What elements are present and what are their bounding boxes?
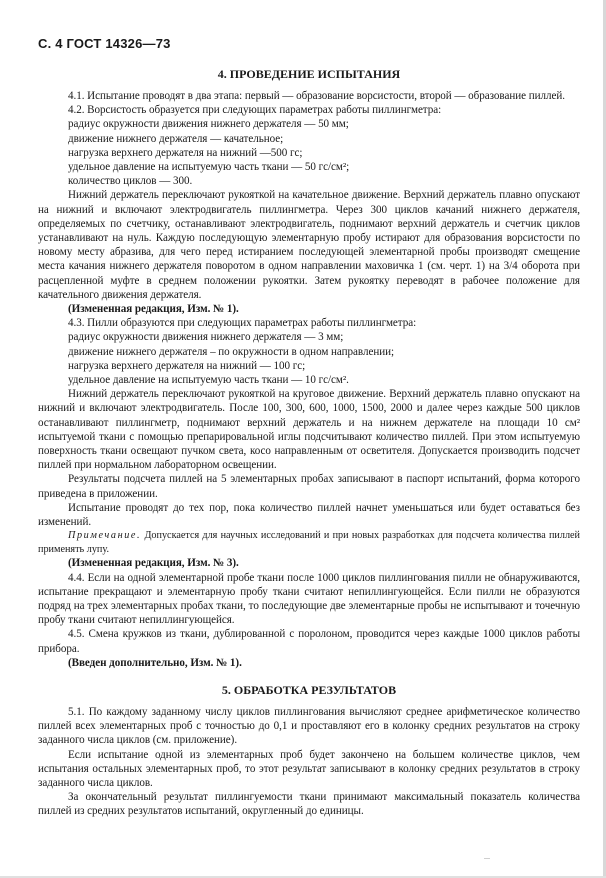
paragraph-procedure-2: Нижний держатель переключают рукояткой на круговое движение. Верхний держатель плавно опускают на нижний и включают электродвигатель. После 100, 300, 600, 1000, 1500, 2000 и далее через каждые 500 циклов останавливают пиллингметр, поднимают верхний держатель и на нижнем держателе на площади 10 см² испытуемой ткани с помощью препарировальной иглы подсчитывают количество пиллей. При этом испытуемую поверхность ткани освещают пучком света, косо направленным от осветителя. Допускается производить подсчет пиллей при нормальном лабораторном освещении. [38, 388, 580, 472]
paragraph-5-3: За окончательный результат пиллингуемости ткани принимают максимальный показатель количества пиллей из средних результатов испытаний, округленный до единицы. [38, 791, 580, 818]
parameters-list-pills [38, 330, 580, 387]
edit-note-3: (Измененная редакция, Изм. № 3). [68, 557, 239, 570]
parameter-item: движение нижнего держателя — качательное; [68, 132, 284, 145]
paragraph-procedure-1: Нижний держатель переключают рукояткой на качательное движение. Верхний держатель плавно опускают на нижний и включают электродвигатель пиллингметра. Через 300 циклов качаний нижнего держателя, определяемых по счетчику, останавливают электродвигатель, поднимают верхний держатель и счетчик циклов устанавливают на нуль. Каждую последующую элементарную пробу истирают для образования ворсистости по новому месту абразива, для чего перед истиранием последующей элементарной пробы производят смещение места качания нижнего держателя поворотом в одном направлении маховичка 1 (см. черт. 1) на 3/4 оборота при расцепленной муфте в среднем положении рукоятки. Затем рукоятку переводят в рабочее положение для качательного движения держателя. [38, 189, 580, 301]
section-5-title: 5. ОБРАБОТКА РЕЗУЛЬТАТОВ [221, 682, 397, 697]
parameter-item: нагрузка верхнего держателя на нижний —500 гс; [68, 146, 303, 159]
parameter-item: радиус окружности движения нижнего держателя — 3 мм; [68, 331, 344, 344]
paragraph-4-1: 4.1. Испытание проводят в два этапа: первый — образование ворсистости, второй — образование пиллей. [68, 90, 565, 102]
edit-note-added: (Введен дополнительно, Изм. № 1). [68, 656, 242, 669]
paragraph-4-4: 4.4. Если на одной элементарной пробе ткани после 1000 циклов пиллингования пилли не обнаруживаются, испытание прекращают и элементарную пробу ткани считают непиллингующейся. Если пилли не образуются подряд на трех элементарных пробах ткани, то последующие две элементарные пробы не испытывают и точечную пробу ткани считают непиллингующейся. [38, 571, 580, 627]
note [38, 529, 580, 556]
parameter-item: количество циклов — 300. [68, 175, 193, 188]
section-gap [38, 670, 580, 682]
page-content [38, 66, 580, 819]
parameter-item: нагрузка верхнего держателя на нижний — 100 гс; [68, 359, 306, 372]
paragraph-4-2: 4.2. Ворсистость образуется при следующих параметрах работы пиллингметра: [68, 104, 442, 117]
note-text: Допускается для научных исследований и при новых разработках для подсчета количества пиллей применять лупу. [38, 530, 581, 555]
paragraph-5-2: Если испытание одной из элементарных проб будет закончено на большем количестве циклов, чем испытания остальных элементарных проб, то этот результат записывают в колонку средних результатов в строку заданного числа циклов. [38, 748, 580, 789]
section-4-title: 4. ПРОВЕДЕНИЕ ИСПЫТАНИЯ [217, 67, 401, 81]
paragraph-test-duration: Испытание проводят до тех пор, пока количество пиллей начнет уменьшаться или будет оставаться без изменений. [38, 501, 580, 529]
paragraph-results-record: Результаты подсчета пиллей на 5 элементарных пробах записывают в паспорт испытаний, форма которого приведена в приложении. [38, 473, 580, 500]
paragraph-4-5: 4.5. Смена кружков из ткани, дублированной с поролоном, проводится через каждые 1000 циклов работы прибора. [38, 628, 580, 655]
page-header: С. 4 ГОСТ 14326—73 [38, 36, 171, 51]
paragraph-4-3: 4.3. Пилли образуются при следующих параметрах работы пиллингметра: [68, 317, 417, 330]
paragraph-5-1: 5.1. По каждому заданному числу циклов пиллингования вычисляют среднее арифметическое количество пиллей всех элементарных проб с точностью до 0,1 и проставляют его в колонку средних результатов на строку заданного числа циклов (см. приложение). [38, 705, 580, 747]
scan-mark [484, 858, 490, 859]
parameter-item: удельное давление на испытуемую часть ткани — 50 гс/см²; [68, 161, 350, 174]
parameter-item: движение нижнего держателя – по окружности в одном направлении; [68, 345, 395, 358]
parameter-item: удельное давление на испытуемую часть ткани — 10 гс/см². [68, 374, 349, 387]
note-label: Примечание. [68, 530, 142, 542]
edit-note-1: (Измененная редакция, Изм. № 1). [68, 303, 239, 316]
parameters-list-pilosity [38, 117, 580, 188]
parameter-item: радиус окружности движения нижнего держателя — 50 мм; [68, 118, 349, 131]
